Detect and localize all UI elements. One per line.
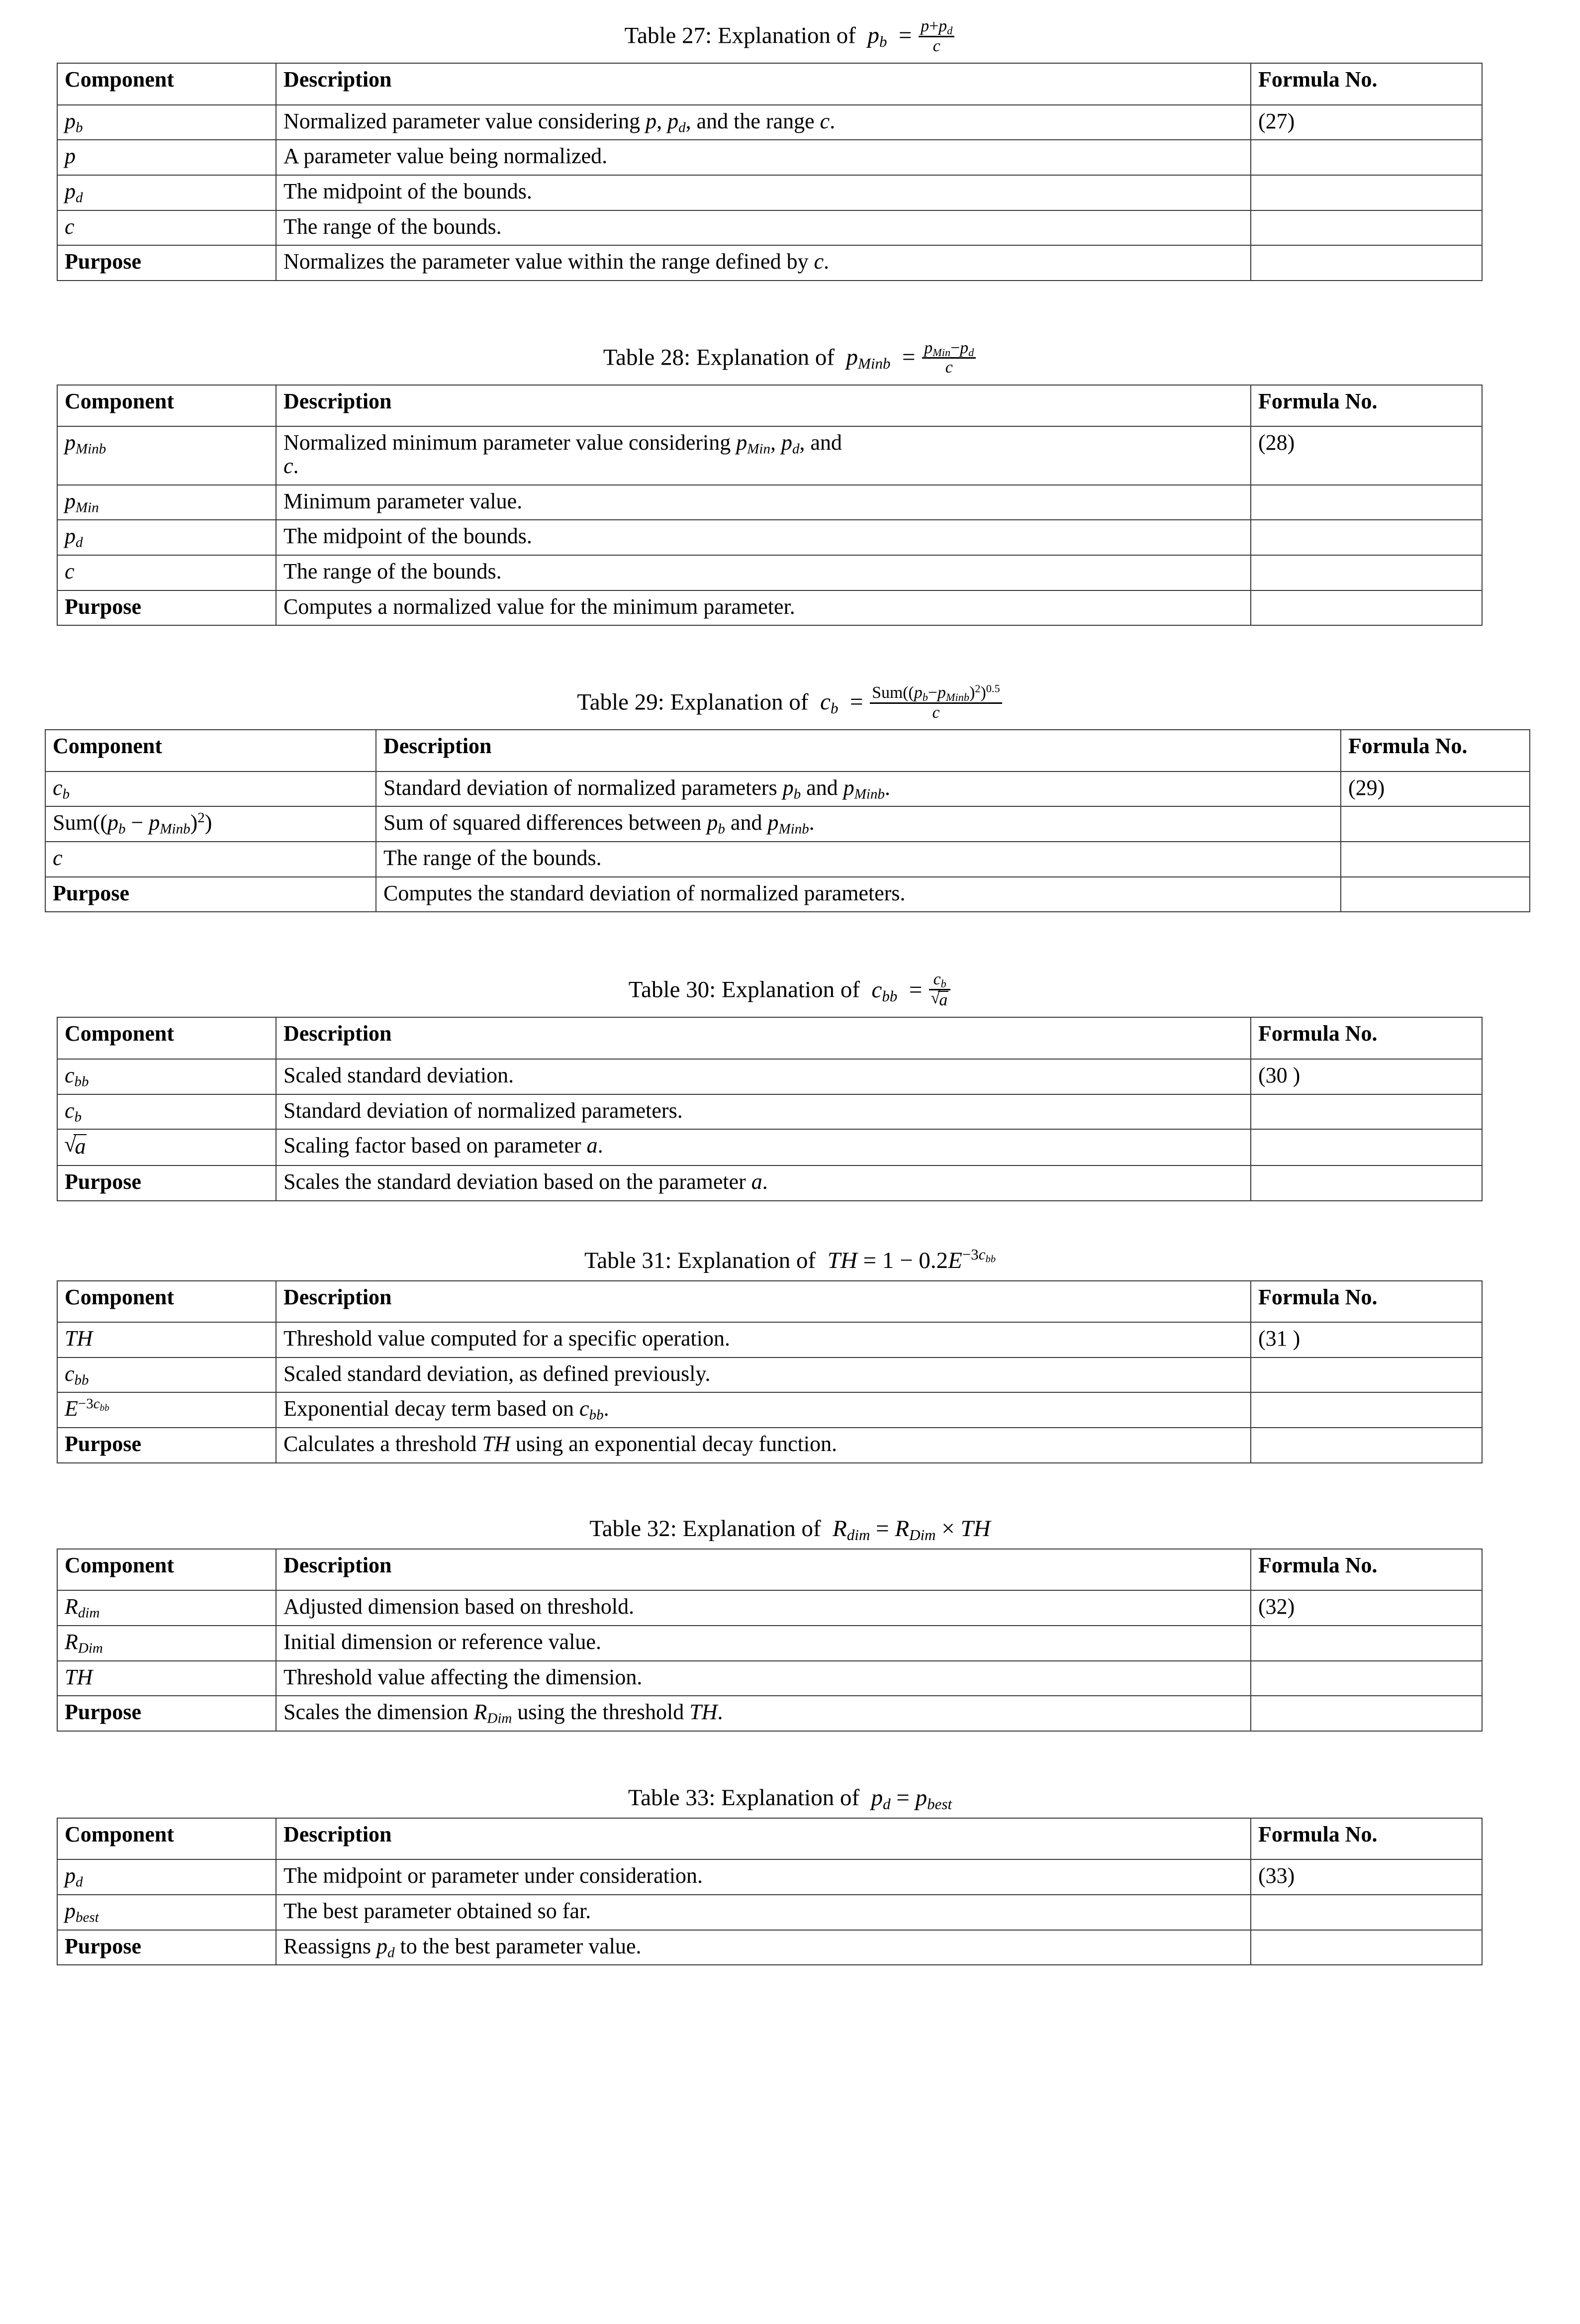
col-header-component: Component xyxy=(57,385,276,427)
table-33-caption xyxy=(45,1786,1535,1818)
table-row-header xyxy=(57,1549,1482,1591)
col-header-description: Description xyxy=(276,385,1251,427)
table-row xyxy=(57,245,1482,281)
table-33 xyxy=(57,1818,1483,1966)
description-cell: The midpoint or parameter under consideration. xyxy=(276,1859,1251,1895)
component-cell: $R_{Dim}$ xyxy=(57,1626,276,1661)
table-row-header xyxy=(57,1281,1482,1323)
table-row xyxy=(45,772,1530,807)
table-row xyxy=(57,520,1482,555)
table-30 xyxy=(57,1017,1483,1201)
component-cell: $p_{best}$ xyxy=(57,1895,276,1930)
component-cell: c xyxy=(57,210,276,246)
description-cell: A parameter value being normalized. xyxy=(276,140,1251,175)
caption-formula: TH = $1 - 0.2E^{-3c_{bb}}$ xyxy=(821,1246,996,1273)
table-row xyxy=(57,1696,1482,1731)
formula-no-cell: (28) xyxy=(1251,426,1482,484)
component-cell-purpose: Purpose xyxy=(57,1165,276,1201)
table-block-30 xyxy=(45,971,1535,1201)
caption-text: Table 29: Explanation of xyxy=(577,689,809,715)
table-row xyxy=(57,1357,1482,1393)
component-cell: $p_{Min}$ xyxy=(57,485,276,520)
component-cell: $c_{bb}$ xyxy=(57,1357,276,1393)
caption-formula: $p_{Minb}$ = $\frac{p_{Min}-p_d}{c}$ xyxy=(840,344,977,370)
col-header-description: Description xyxy=(276,63,1251,105)
formula-no-cell xyxy=(1251,140,1482,175)
table-row xyxy=(57,1930,1482,1965)
table-row-header xyxy=(57,385,1482,427)
description-cell: The range of the bounds. xyxy=(376,842,1341,877)
table-row xyxy=(57,1590,1482,1626)
component-cell: $c_b$ xyxy=(57,1094,276,1130)
table-row xyxy=(57,1626,1482,1661)
component-cell: TH xyxy=(57,1322,276,1357)
formula-no-cell xyxy=(1251,245,1482,281)
formula-no-cell xyxy=(1251,1165,1482,1201)
col-header-component: Component xyxy=(57,63,276,105)
description-cell: Scaled standard deviation. xyxy=(276,1059,1251,1094)
table-row xyxy=(57,485,1482,520)
description-cell: Threshold value affecting the dimension. xyxy=(276,1661,1251,1696)
formula-no-cell xyxy=(1251,590,1482,626)
caption-text: Table 32: Explanation of xyxy=(589,1515,821,1542)
formula-no-cell xyxy=(1251,1129,1482,1165)
table-row xyxy=(57,426,1482,484)
component-cell-purpose: Purpose xyxy=(57,1428,276,1463)
description-cell: The midpoint of the bounds. xyxy=(276,520,1251,555)
component-cell: c xyxy=(45,842,376,877)
table-block-28 xyxy=(45,340,1535,626)
table-32 xyxy=(57,1549,1483,1732)
formula-no-cell: (29) xyxy=(1341,772,1530,807)
description-cell: Threshold value computed for a specific operation. xyxy=(276,1322,1251,1357)
component-cell: $Sum((p_b - p_{Minb})^2)$ xyxy=(45,806,376,842)
formula-no-cell: (32) xyxy=(1251,1590,1482,1626)
formula-no-cell: (33) xyxy=(1251,1859,1482,1895)
caption-formula: $c_{bb}$ = $c_b$ √ a xyxy=(866,977,952,1003)
table-29 xyxy=(45,729,1530,912)
description-cell: Normalized minimum parameter value considering $p_{Min}$, $p_d$, and c. xyxy=(276,426,1251,484)
description-cell: Computes the standard deviation of normalized parameters. xyxy=(376,877,1341,912)
description-cell: Scaled standard deviation, as defined previously. xyxy=(276,1357,1251,1393)
col-header-formula-no: Formula No. xyxy=(1251,1818,1482,1860)
formula-no-cell xyxy=(1251,555,1482,590)
table-row-header xyxy=(57,1818,1482,1860)
col-header-description: Description xyxy=(276,1818,1251,1860)
caption-text: Table 27: Explanation of xyxy=(624,22,856,49)
description-cell: The best parameter obtained so far. xyxy=(276,1895,1251,1930)
description-cell: Exponential decay term based on $c_{bb}$. xyxy=(276,1392,1251,1428)
formula-no-cell xyxy=(1251,1895,1482,1930)
description-cell: Scaling factor based on parameter a. xyxy=(276,1129,1251,1165)
caption-formula: $c_b$ = $\frac{Sum((p_b-p_{Minb})^2)^{0.5}}{c}$ xyxy=(814,689,1003,715)
table-row xyxy=(57,175,1482,210)
formula-no-cell xyxy=(1251,1930,1482,1965)
table-27 xyxy=(57,63,1483,281)
table-row xyxy=(57,1392,1482,1428)
formula-no-cell: (30 ) xyxy=(1251,1059,1482,1094)
description-cell: Calculates a threshold TH using an exponential decay function. xyxy=(276,1428,1251,1463)
description-cell: Adjusted dimension based on threshold. xyxy=(276,1590,1251,1626)
table-row xyxy=(57,1661,1482,1696)
description-cell: Sum of squared differences between $p_b$ and $p_{Minb}$. xyxy=(376,806,1341,842)
col-header-formula-no: Formula No. xyxy=(1251,63,1482,105)
table-31-caption xyxy=(45,1246,1535,1280)
table-27-caption xyxy=(45,18,1535,63)
description-cell: The range of the bounds. xyxy=(276,210,1251,246)
formula-no-cell xyxy=(1251,1094,1482,1130)
component-cell: p xyxy=(57,140,276,175)
col-header-component: Component xyxy=(57,1818,276,1860)
col-header-component: Component xyxy=(57,1549,276,1591)
description-cell: The midpoint of the bounds. xyxy=(276,175,1251,210)
caption-formula: $p_b$ = $\frac{p+p_d}{c}$ xyxy=(862,22,956,48)
table-row xyxy=(57,590,1482,626)
formula-no-cell xyxy=(1251,485,1482,520)
formula-no-cell xyxy=(1251,210,1482,246)
table-row xyxy=(57,1059,1482,1094)
description-cell: Normalizes the parameter value within the range defined by c. xyxy=(276,245,1251,281)
component-cell: $p_d$ xyxy=(57,1859,276,1895)
col-header-formula-no: Formula No. xyxy=(1341,730,1530,772)
component-cell-purpose: Purpose xyxy=(57,1930,276,1965)
table-28 xyxy=(57,385,1483,626)
description-cell: Initial dimension or reference value. xyxy=(276,1626,1251,1661)
formula-no-cell xyxy=(1341,806,1530,842)
table-row-header xyxy=(57,1017,1482,1059)
component-cell: √ a xyxy=(57,1129,276,1165)
col-header-formula-no: Formula No. xyxy=(1251,1549,1482,1591)
caption-text: Table 31: Explanation of xyxy=(584,1247,816,1273)
table-row xyxy=(57,1322,1482,1357)
formula-no-cell xyxy=(1251,1428,1482,1463)
table-row xyxy=(57,1859,1482,1895)
table-row xyxy=(45,877,1530,912)
component-cell: c xyxy=(57,555,276,590)
description-cell: Normalized parameter value considering p, $p_d$, and the range c. xyxy=(276,105,1251,140)
table-row xyxy=(57,1094,1482,1130)
formula-no-cell xyxy=(1251,175,1482,210)
col-header-description: Description xyxy=(376,730,1341,772)
description-cell: Minimum parameter value. xyxy=(276,485,1251,520)
table-block-27 xyxy=(45,18,1535,281)
col-header-component: Component xyxy=(57,1017,276,1059)
formula-no-cell xyxy=(1251,1392,1482,1428)
formula-no-cell xyxy=(1341,877,1530,912)
col-header-description: Description xyxy=(276,1281,1251,1323)
table-31 xyxy=(57,1280,1483,1463)
table-row xyxy=(57,1428,1482,1463)
component-cell: $R_{dim}$ xyxy=(57,1590,276,1626)
component-cell: $p_{Minb}$ xyxy=(57,426,276,484)
component-cell-purpose: Purpose xyxy=(57,245,276,281)
table-29-caption xyxy=(45,684,1535,729)
table-row xyxy=(45,806,1530,842)
col-header-description: Description xyxy=(276,1017,1251,1059)
description-cell: The range of the bounds. xyxy=(276,555,1251,590)
formula-no-cell xyxy=(1251,1696,1482,1731)
formula-no-cell xyxy=(1251,520,1482,555)
table-row xyxy=(57,210,1482,246)
description-cell: Standard deviation of normalized parameters $p_b$ and $p_{Minb}$. xyxy=(376,772,1341,807)
description-cell: Scales the dimension $R_{Dim}$ using the threshold TH. xyxy=(276,1696,1251,1731)
table-row-header xyxy=(45,730,1530,772)
table-30-caption xyxy=(45,971,1535,1017)
col-header-component: Component xyxy=(45,730,376,772)
table-block-33 xyxy=(45,1786,1535,1966)
col-header-description: Description xyxy=(276,1549,1251,1591)
table-block-29 xyxy=(45,684,1535,912)
description-cell: Scales the standard deviation based on the parameter a. xyxy=(276,1165,1251,1201)
component-cell: $p_d$ xyxy=(57,175,276,210)
col-header-component: Component xyxy=(57,1281,276,1323)
component-cell: TH xyxy=(57,1661,276,1696)
caption-text: Table 30: Explanation of xyxy=(628,976,860,1003)
component-cell-purpose: Purpose xyxy=(57,1696,276,1731)
caption-formula: $p_d = p_{best}$ xyxy=(865,1784,952,1813)
col-header-formula-no: Formula No. xyxy=(1251,1017,1482,1059)
table-block-32 xyxy=(45,1517,1535,1732)
table-32-caption xyxy=(45,1517,1535,1549)
formula-no-cell: (31 ) xyxy=(1251,1322,1482,1357)
col-header-formula-no: Formula No. xyxy=(1251,1281,1482,1323)
caption-formula: $R_{dim} = R_{Dim}$ × TH xyxy=(827,1515,991,1544)
component-cell: $c_{bb}$ xyxy=(57,1059,276,1094)
formula-no-cell: (27) xyxy=(1251,105,1482,140)
table-block-31 xyxy=(45,1246,1535,1463)
component-cell: $c_b$ xyxy=(45,772,376,807)
formula-no-cell xyxy=(1251,1661,1482,1696)
table-row xyxy=(57,1895,1482,1930)
table-row xyxy=(57,140,1482,175)
component-cell-purpose: Purpose xyxy=(57,590,276,626)
component-cell: $E^{-3c_{bb}}$ xyxy=(57,1392,276,1428)
formula-no-cell xyxy=(1341,842,1530,877)
formula-no-cell xyxy=(1251,1357,1482,1393)
table-row xyxy=(57,1165,1482,1201)
table-row xyxy=(45,842,1530,877)
formula-no-cell xyxy=(1251,1626,1482,1661)
table-row xyxy=(57,105,1482,140)
table-row-header xyxy=(57,63,1482,105)
component-cell-purpose: Purpose xyxy=(45,877,376,912)
component-cell: $p_b$ xyxy=(57,105,276,140)
description-cell: Computes a normalized value for the minimum parameter. xyxy=(276,590,1251,626)
col-header-formula-no: Formula No. xyxy=(1251,385,1482,427)
component-cell: $p_d$ xyxy=(57,520,276,555)
table-28-caption xyxy=(45,340,1535,385)
description-cell: Standard deviation of normalized parameters. xyxy=(276,1094,1251,1130)
table-row xyxy=(57,555,1482,590)
caption-text: Table 28: Explanation of xyxy=(603,344,835,371)
description-cell: Reassigns $p_d$ to the best parameter value. xyxy=(276,1930,1251,1965)
table-row xyxy=(57,1129,1482,1165)
caption-text: Table 33: Explanation of xyxy=(628,1784,860,1811)
